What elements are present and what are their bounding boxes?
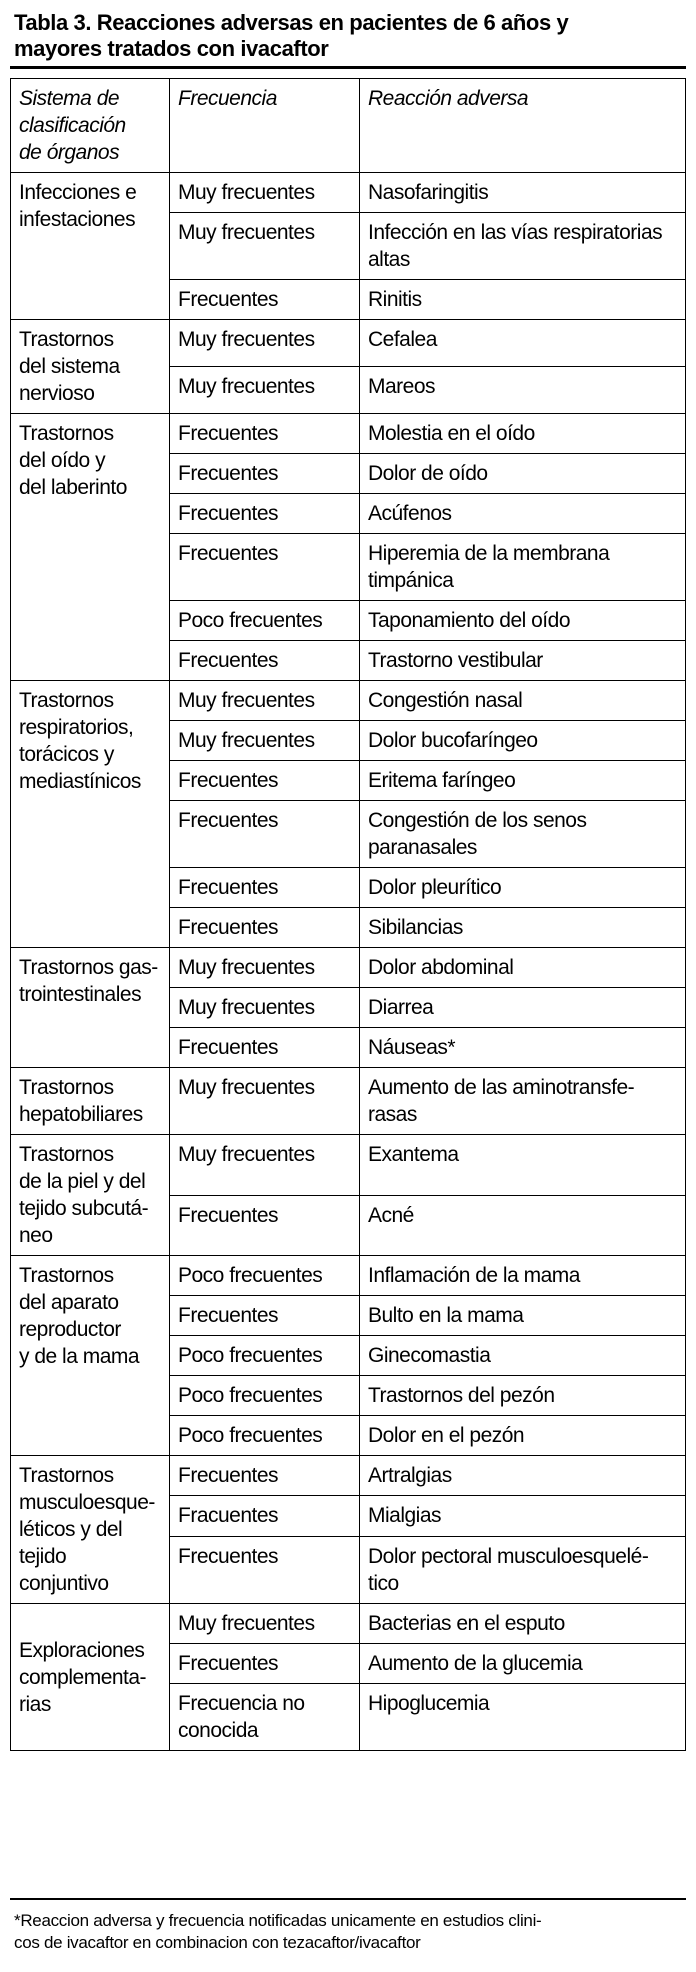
adverse-reaction-cell — [360, 721, 686, 761]
system-organ-class-line: Trastornos — [19, 1464, 114, 1487]
system-organ-class-line: rias — [19, 1692, 51, 1716]
system-organ-class-line: musculoesque- — [19, 1491, 155, 1514]
adverse-reaction-cell — [360, 1496, 686, 1536]
adverse-reaction-line: Dolor pleurítico — [368, 876, 502, 899]
table-title-line-2: mayores tratados con ivacaftor — [14, 36, 329, 61]
frequency-cell: Muy frecuentes — [170, 320, 360, 367]
frequency-cell: Muy frecuentes — [170, 1604, 360, 1644]
frequency-cell: Frecuentes — [170, 280, 360, 320]
adverse-reaction-line: Taponamiento del oído — [368, 609, 570, 632]
system-organ-class-line: Infecciones e — [19, 181, 137, 204]
table-row — [11, 1256, 686, 1296]
adverse-reaction-cell — [360, 1028, 686, 1068]
adverse-reaction-cell — [360, 1296, 686, 1336]
header-system-line: clasificación — [19, 114, 126, 137]
table-row — [11, 173, 686, 213]
adverse-reaction-cell — [360, 1456, 686, 1496]
header-reaction: Reacción adversa — [360, 79, 686, 173]
system-organ-class-line: trointestinales — [19, 983, 142, 1006]
system-organ-class-line: Trastornos gas- — [19, 956, 158, 979]
table-row — [11, 1604, 686, 1644]
frequency-cell: Frecuentes — [170, 1536, 360, 1603]
system-organ-class-cell — [11, 173, 170, 320]
adverse-reactions-table — [10, 78, 686, 1751]
system-organ-class-line: Trastornos — [19, 1143, 114, 1166]
system-organ-class-line: del aparato — [19, 1291, 119, 1314]
frequency-cell: Frecuentes — [170, 1195, 360, 1256]
frequency-cell: Poco frecuentes — [170, 1416, 360, 1456]
footnote-line-2: cos de ivacaftor en combinacion con tezacaftor/ivacaftor — [14, 1933, 421, 1952]
frequency-cell: Frecuentes — [170, 908, 360, 948]
adverse-reaction-line: Bacterias en el esputo — [368, 1612, 565, 1635]
frequency-cell: Poco frecuentes — [170, 1336, 360, 1376]
adverse-reaction-cell — [360, 1644, 686, 1684]
adverse-reaction-line: Dolor abdominal — [368, 956, 514, 979]
adverse-reaction-line: Infección en las vías respiratorias — [368, 221, 663, 244]
system-organ-class-cell — [11, 681, 170, 948]
table-title — [14, 10, 684, 62]
table-row — [11, 1135, 686, 1196]
adverse-reaction-cell — [360, 868, 686, 908]
system-organ-class-line: Trastornos — [19, 422, 114, 445]
system-organ-class-cell — [11, 1456, 170, 1604]
adverse-reaction-cell — [360, 908, 686, 948]
adverse-reaction-cell — [360, 1604, 686, 1644]
system-organ-class-line: del sistema — [19, 355, 120, 378]
adverse-reaction-line: Aumento de la glucemia — [368, 1652, 583, 1675]
system-organ-class-line: hepatobiliares — [19, 1103, 143, 1126]
system-organ-class-line: Exploraciones — [19, 1638, 145, 1662]
adverse-reaction-cell — [360, 681, 686, 721]
adverse-reaction-line: Sibilancias — [368, 916, 463, 939]
adverse-reaction-line: timpánica — [368, 569, 454, 592]
adverse-reaction-line: Hiperemia de la membrana — [368, 542, 610, 565]
adverse-reaction-line: paranasales — [368, 836, 477, 859]
table-row — [11, 948, 686, 988]
adverse-reaction-line: Nasofaringitis — [368, 181, 489, 204]
table-row — [11, 320, 686, 367]
adverse-reaction-cell — [360, 320, 686, 367]
adverse-reaction-line: Mialgias — [368, 1504, 442, 1528]
header-frequency: Frecuencia — [170, 79, 360, 173]
adverse-reaction-line: Artralgias — [368, 1464, 452, 1487]
adverse-reaction-line: altas — [368, 248, 410, 271]
system-organ-class-line: tejido subcutá- — [19, 1197, 149, 1220]
system-organ-class-cell — [11, 1604, 170, 1751]
adverse-reaction-line: Inflamación de la mama — [368, 1264, 580, 1287]
frequency-cell: Frecuentes — [170, 1296, 360, 1336]
header-system — [11, 79, 170, 173]
adverse-reaction-cell — [360, 801, 686, 868]
adverse-reaction-line: Dolor pectoral musculoesquelé- — [368, 1544, 649, 1568]
system-organ-class-line: de la piel y del — [19, 1170, 146, 1193]
frequency-cell: Frecuentes — [170, 1028, 360, 1068]
adverse-reaction-cell — [360, 1684, 686, 1751]
frequency-cell: Frecuentes — [170, 414, 360, 454]
adverse-reaction-cell — [360, 948, 686, 988]
system-organ-class-line: reproductor — [19, 1318, 121, 1341]
adverse-reaction-cell — [360, 1376, 686, 1416]
frequency-cell: Poco frecuentes — [170, 1256, 360, 1296]
adverse-reaction-line: Dolor de oído — [368, 462, 488, 485]
adverse-reaction-cell — [360, 494, 686, 534]
frequency-cell: Frecuentes — [170, 641, 360, 681]
frequency-cell: Muy frecuentes — [170, 988, 360, 1028]
table-header-row — [11, 79, 686, 173]
adverse-reaction-cell — [360, 1068, 686, 1135]
adverse-reaction-line: Mareos — [368, 375, 436, 398]
adverse-reaction-cell — [360, 1416, 686, 1456]
adverse-reaction-cell — [360, 280, 686, 320]
adverse-reaction-cell — [360, 1336, 686, 1376]
adverse-reaction-cell — [360, 173, 686, 213]
system-organ-class-line: Trastornos — [19, 328, 114, 351]
header-system-line: de órganos — [19, 141, 120, 164]
system-organ-class-line: neo — [19, 1224, 53, 1247]
system-organ-class-line: del oído y — [19, 449, 106, 472]
adverse-reaction-line: Trastornos del pezón — [368, 1384, 555, 1407]
system-organ-class-line: Trastornos — [19, 1264, 114, 1287]
system-organ-class-line: Trastornos — [19, 1076, 114, 1099]
adverse-reaction-line: Cefalea — [368, 328, 437, 351]
footnote-rule — [10, 1898, 686, 1900]
adverse-reaction-line: Acné — [368, 1203, 414, 1227]
table-body — [11, 173, 686, 1751]
system-organ-class-line: mediastínicos — [19, 770, 141, 793]
adverse-reaction-line: Ginecomastia — [368, 1344, 491, 1367]
adverse-reaction-cell — [360, 534, 686, 601]
adverse-reaction-cell — [360, 1256, 686, 1296]
adverse-reaction-line: Aumento de las aminotransfe- — [368, 1076, 635, 1099]
system-organ-class-line: nervioso — [19, 382, 95, 405]
frequency-cell: Muy frecuentes — [170, 367, 360, 414]
adverse-reaction-line: Náuseas* — [368, 1036, 456, 1059]
adverse-reaction-line: Eritema faríngeo — [368, 769, 516, 792]
frequency-cell: Muy frecuentes — [170, 1135, 360, 1196]
table-row — [11, 1456, 686, 1496]
table-title-line-1: Tabla 3. Reacciones adversas en pacientes de 6 años y — [14, 10, 569, 35]
frequency-cell: Frecuentes — [170, 868, 360, 908]
footnote — [14, 1910, 686, 1954]
frequency-cell: Muy frecuentes — [170, 948, 360, 988]
frequency-cell: Muy frecuentes — [170, 721, 360, 761]
frequency-cell: Frecuentes — [170, 801, 360, 868]
adverse-reaction-line: Molestia en el oído — [368, 422, 535, 445]
adverse-reaction-cell — [360, 1536, 686, 1603]
frequency-cell: Muy frecuentes — [170, 681, 360, 721]
adverse-reaction-line: Trastorno vestibular — [368, 649, 543, 672]
system-organ-class-line: del laberinto — [19, 476, 127, 499]
adverse-reaction-line: Congestión de los senos — [368, 809, 587, 832]
system-organ-class-line: infestaciones — [19, 208, 136, 231]
frequency-cell: Frecuentes — [170, 454, 360, 494]
adverse-reaction-cell — [360, 988, 686, 1028]
system-organ-class-line: tejido conjuntivo — [19, 1545, 109, 1595]
system-organ-class-cell — [11, 320, 170, 414]
system-organ-class-cell — [11, 414, 170, 681]
adverse-reaction-cell — [360, 761, 686, 801]
adverse-reaction-cell — [360, 213, 686, 280]
frequency-cell: Fracuentes — [170, 1496, 360, 1536]
header-system-line: Sistema de — [19, 87, 120, 110]
adverse-reaction-line: Diarrea — [368, 996, 434, 1019]
system-organ-class-line: torácicos y — [19, 743, 114, 766]
frequency-cell: Frecuencia no conocida — [170, 1684, 360, 1751]
frequency-cell: Poco frecuentes — [170, 1376, 360, 1416]
frequency-cell: Frecuentes — [170, 494, 360, 534]
adverse-reaction-cell — [360, 454, 686, 494]
frequency-cell: Muy frecuentes — [170, 1068, 360, 1135]
adverse-reaction-line: rasas — [368, 1103, 417, 1126]
table-row — [11, 414, 686, 454]
system-organ-class-line: respiratorios, — [19, 716, 134, 739]
adverse-reaction-cell — [360, 1195, 686, 1256]
adverse-reaction-cell — [360, 601, 686, 641]
frequency-cell: Frecuentes — [170, 534, 360, 601]
frequency-cell: Frecuentes — [170, 1644, 360, 1684]
adverse-reaction-cell — [360, 367, 686, 414]
table-row — [11, 681, 686, 721]
adverse-reaction-line: Dolor en el pezón — [368, 1424, 525, 1447]
system-organ-class-line: Trastornos — [19, 689, 114, 712]
frequency-cell: Frecuentes — [170, 1456, 360, 1496]
system-organ-class-line: léticos y del — [19, 1518, 123, 1541]
adverse-reaction-line: Exantema — [368, 1143, 459, 1166]
adverse-reaction-line: Congestión nasal — [368, 689, 523, 712]
adverse-reaction-line: Dolor bucofaríngeo — [368, 729, 538, 752]
title-rule — [10, 66, 686, 69]
adverse-reaction-line: tico — [368, 1571, 399, 1595]
footnote-line-1: *Reaccion adversa y frecuencia notificadas unicamente en estudios clini- — [14, 1911, 542, 1930]
adverse-reaction-cell — [360, 1135, 686, 1196]
system-organ-class-cell — [11, 1135, 170, 1256]
adverse-reaction-cell — [360, 414, 686, 454]
frequency-cell: Frecuentes — [170, 761, 360, 801]
adverse-reaction-cell — [360, 641, 686, 681]
adverse-reaction-line: Acúfenos — [368, 502, 452, 525]
system-organ-class-cell — [11, 948, 170, 1068]
system-organ-class-line: y de la mama — [19, 1345, 140, 1368]
frequency-cell: Muy frecuentes — [170, 173, 360, 213]
frequency-cell: Poco frecuentes — [170, 601, 360, 641]
table-row — [11, 1068, 686, 1135]
frequency-cell: Muy frecuentes — [170, 213, 360, 280]
adverse-reaction-line: Hipoglucemia — [368, 1692, 490, 1715]
system-organ-class-cell — [11, 1256, 170, 1456]
system-organ-class-line: complementa- — [19, 1665, 147, 1689]
system-organ-class-cell — [11, 1068, 170, 1135]
adverse-reaction-line: Bulto en la mama — [368, 1304, 524, 1327]
adverse-reaction-line: Rinitis — [368, 288, 422, 311]
